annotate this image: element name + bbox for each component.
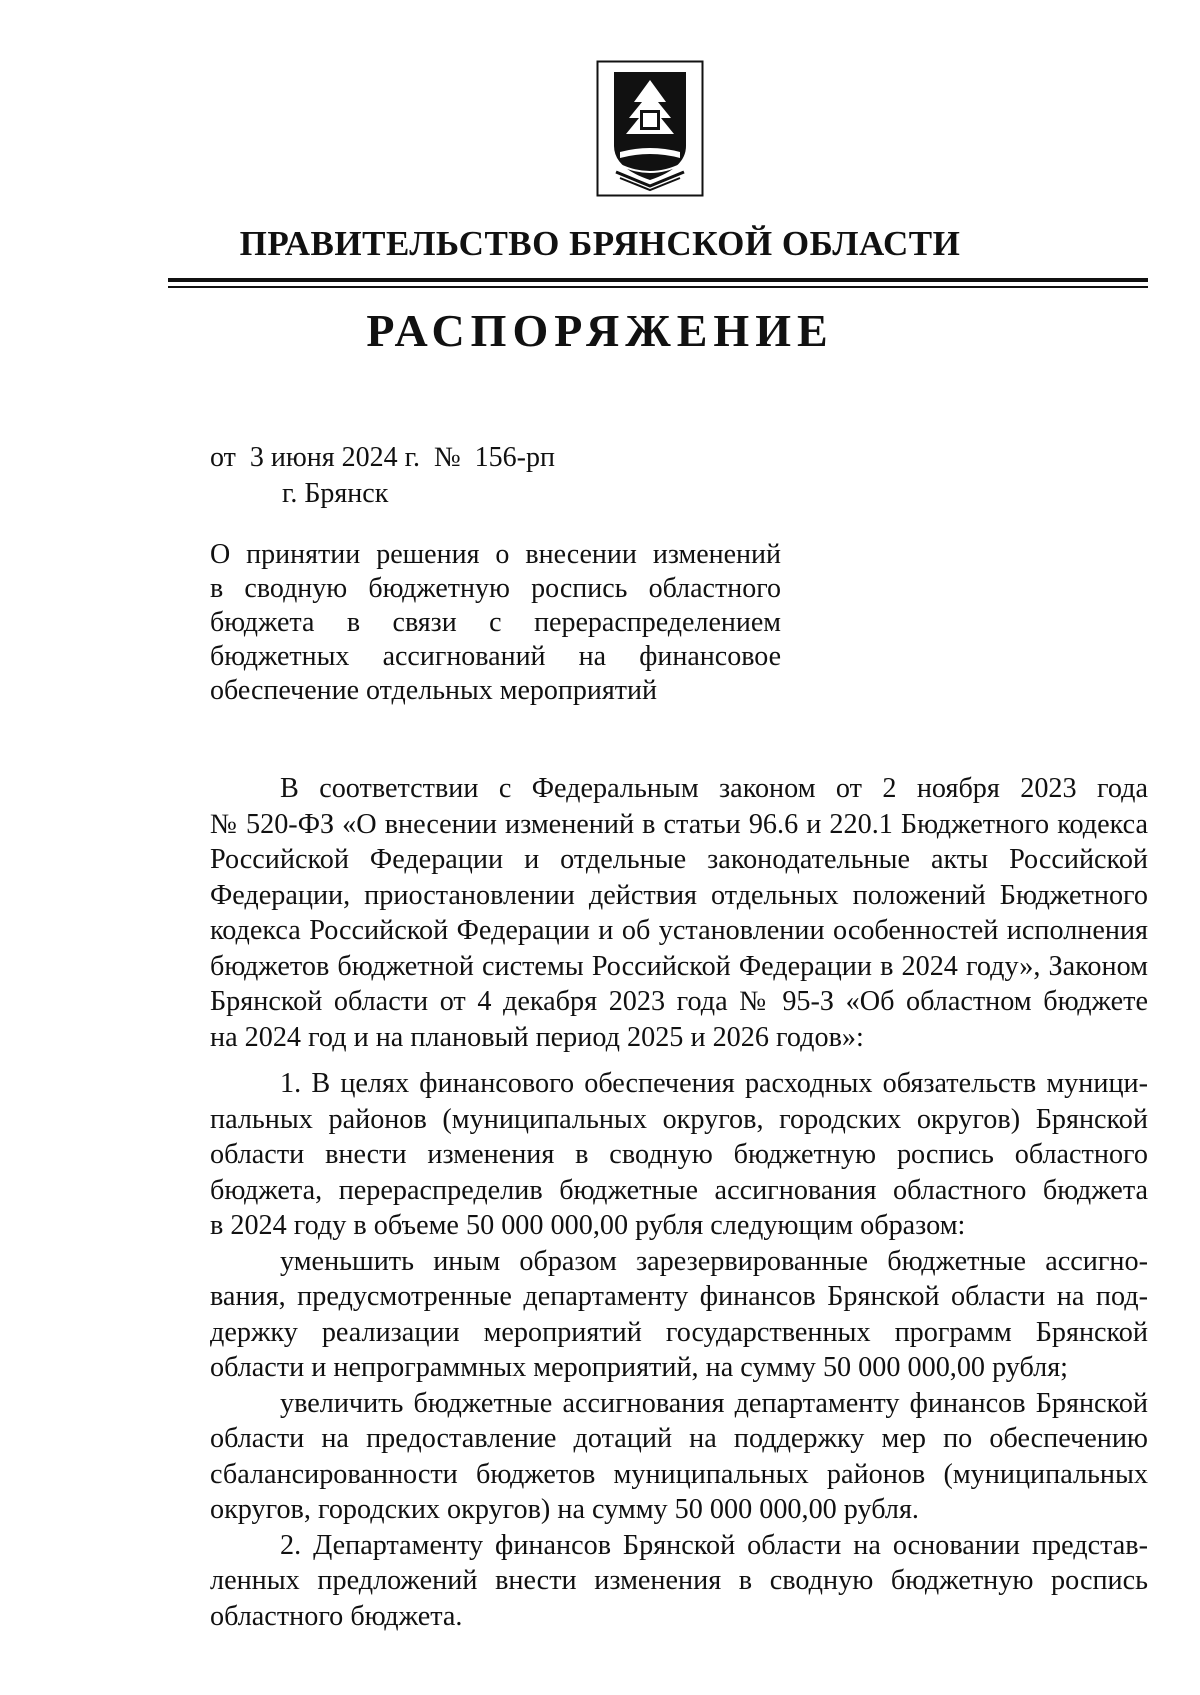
header-rule-thick: [168, 278, 1148, 282]
clause-line: области внести изменения в сводную бюджетную роспись областного: [210, 1139, 1148, 1170]
document-type-title: РАСПОРЯЖЕНИЕ: [366, 305, 834, 356]
clause-line: увеличить бюджетные ассигнования департаменту финансов Брянской: [280, 1387, 1148, 1419]
coat-of-arms-emblem: [596, 60, 704, 197]
subject-heading: [210, 538, 781, 708]
header-rule-thin: [168, 286, 1148, 288]
clause-line: держку реализации мероприятий государственных программ Брянской: [210, 1316, 1148, 1348]
preamble-paragraph: [210, 771, 1148, 1055]
clause-line: в 2024 году в объеме 50 000 000,00 рубля следующим образом:: [210, 1210, 966, 1241]
clause-line: округов, городских округов) на сумму 50 000 000,00 рубля.: [210, 1494, 919, 1525]
preamble-line: Российской Федерации и отдельные законодательные акты Российской: [210, 844, 1148, 875]
preamble-line: В соответствии с Федеральным законом от 2 ноября 2023 года: [280, 773, 1148, 804]
subject-line: обеспечение отдельных мероприятий: [210, 675, 657, 706]
date-number-line: от 3 июня 2024 г. № 156-рп: [210, 442, 555, 473]
government-title: ПРАВИТЕЛЬСТВО БРЯНСКОЙ ОБЛАСТИ: [239, 224, 961, 263]
preamble-line: № 520-ФЗ «О внесении изменений в статьи 96.6 и 220.1 Бюджетного кодекса: [210, 808, 1148, 840]
clause-line: сбалансированности бюджетов муниципальных районов (муниципальных: [210, 1458, 1148, 1490]
clause-line: ленных предложений внести изменения в сводную бюджетную роспись: [210, 1565, 1148, 1596]
preamble-line: Брянской области от 4 декабря 2023 года № 95-З «Об областном бюджете: [210, 986, 1148, 1017]
subject-line: О принятии решения о внесении изменений: [210, 539, 781, 570]
clause-line: областного бюджета.: [210, 1600, 463, 1632]
clauses-section: [210, 1066, 1148, 1634]
city-line: г. Брянск: [282, 478, 389, 509]
preamble-line: кодекса Российской Федерации и об установлении особенностей исполнения: [210, 915, 1148, 946]
clause-line: уменьшить иным образом зарезервированные бюджетные ассигно-: [280, 1245, 1148, 1277]
preamble-line: на 2024 год и на плановый период 2025 и 2026 годов»:: [210, 1021, 864, 1053]
clause-line: бюджета, перераспределив бюджетные ассигнования областного бюджета: [210, 1174, 1148, 1206]
clause-line: пальных районов (муниципальных округов, городских округов) Брянской: [210, 1103, 1148, 1135]
subject-line: бюджетных ассигнований на финансовое: [210, 641, 781, 672]
clause-line: 2. Департаменту финансов Брянской области на основании представ-: [280, 1529, 1148, 1561]
preamble-line: бюджетов бюджетной системы Российской Федерации в 2024 году», Законом: [210, 950, 1148, 982]
clause-line: области на предоставление дотаций на поддержку мер по обеспечению: [210, 1423, 1148, 1454]
clause-line: области и непрограммных мероприятий, на сумму 50 000 000,00 рубля;: [210, 1352, 1069, 1383]
subject-line: бюджета в связи с перераспределением: [210, 607, 781, 638]
clause-line: вания, предусмотренные департаменту финансов Брянской области на под-: [210, 1281, 1148, 1312]
preamble-line: Федерации, приостановлении действия отдельных положений Бюджетного: [210, 879, 1148, 911]
subject-line: в сводную бюджетную роспись областного: [210, 573, 781, 604]
clause-line: 1. В целях финансового обеспечения расходных обязательств муници-: [280, 1068, 1148, 1099]
